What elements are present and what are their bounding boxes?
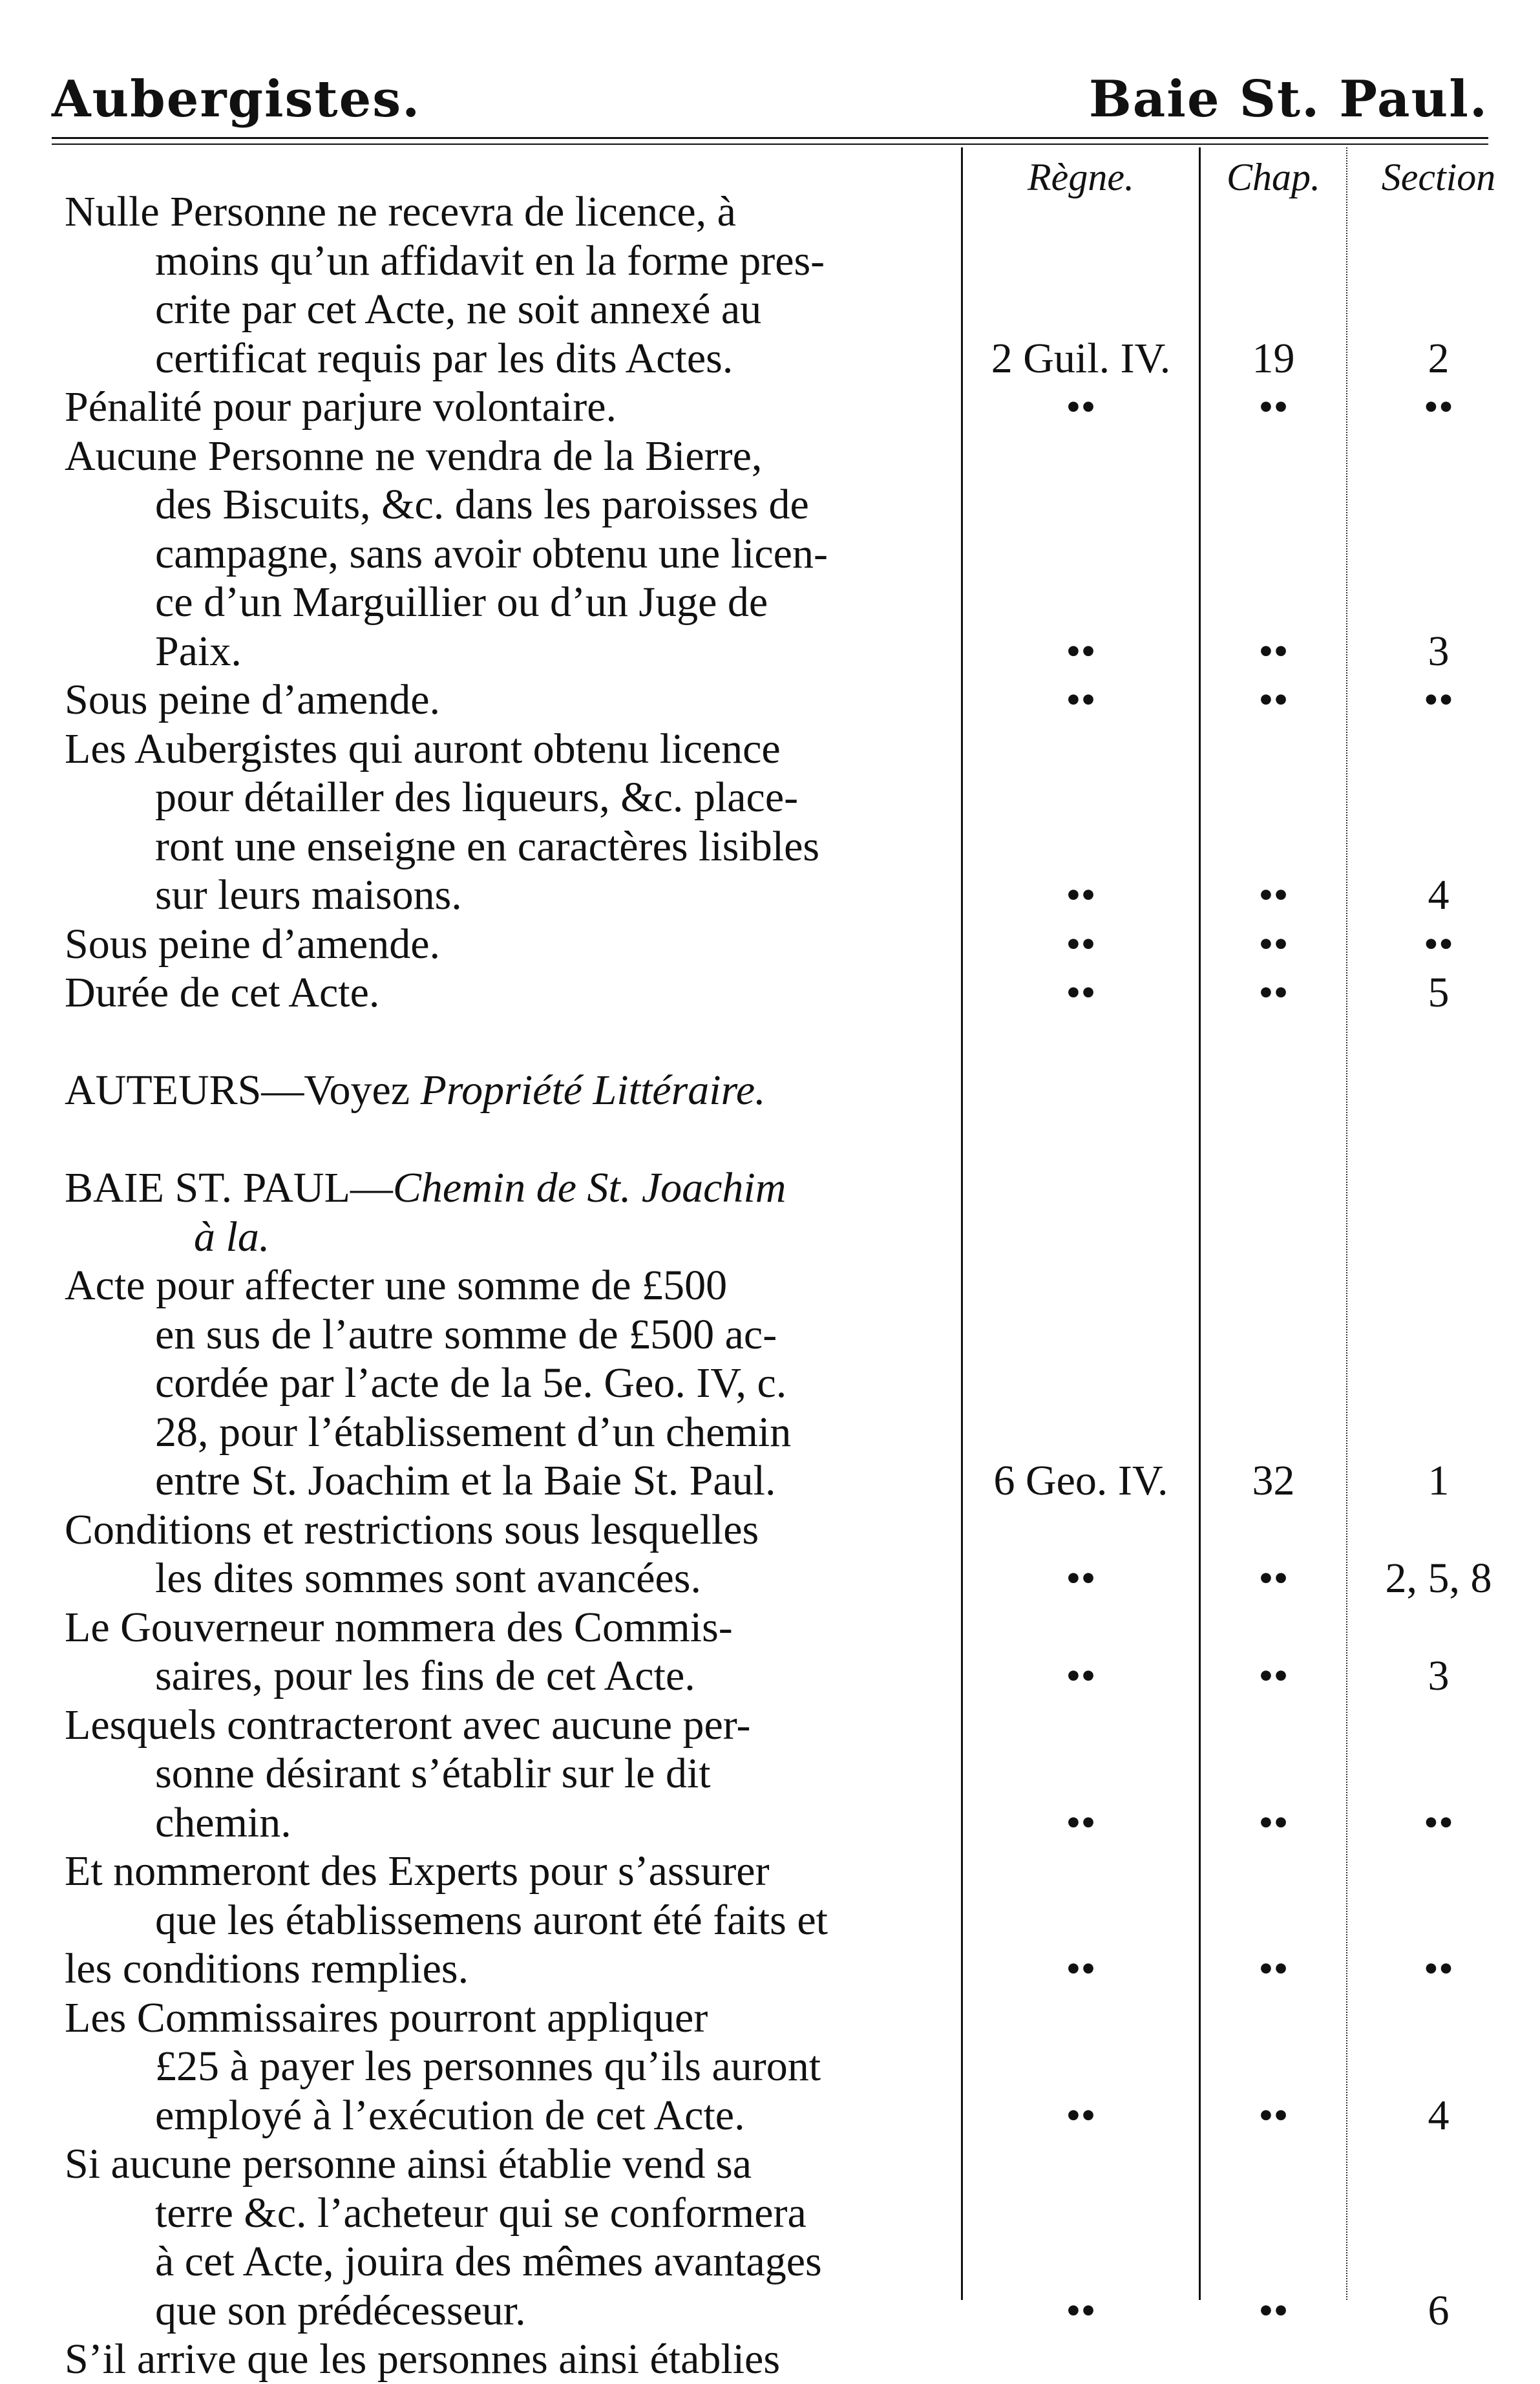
entry-line-text: sur leurs maisons.	[155, 871, 462, 919]
reference-chap: ••	[1258, 2286, 1289, 2334]
entry-line	[65, 725, 781, 774]
header-rule	[52, 137, 1488, 139]
reference-chap: 19	[1252, 334, 1295, 382]
entry-line	[155, 1310, 777, 1359]
entry-line-text: Conditions et restrictions sous lesquelles	[65, 1506, 759, 1553]
entry-line	[65, 1261, 727, 1310]
reference-chap: ••	[1258, 1652, 1289, 1699]
entry-line-text: les dites sommes sont avancées.	[155, 1555, 701, 1602]
entry-line-text: terre &c. l’acheteur qui se conformera	[155, 2189, 807, 2237]
reference-chap: ••	[1258, 1798, 1289, 1846]
entry-line-text: 28, pour l’établissement d’un chemin	[155, 1408, 792, 1456]
entry-line-text: certificat requis par les dits Actes.	[155, 334, 733, 382]
entry-line	[65, 1847, 770, 1896]
entry-line-text: saires, pour les fins de cet Acte.	[155, 1652, 695, 1699]
entry-line-text: Et nommeront des Experts pour s’assurer	[65, 1847, 770, 1895]
reference-chap: ••	[1258, 871, 1289, 919]
entry-line	[155, 2189, 807, 2238]
column-header-section: Section	[1381, 156, 1496, 198]
entry-line-text: Sous peine d’amende.	[65, 676, 441, 723]
entry-line-text: Durée de cet Acte.	[65, 969, 380, 1016]
reference-regne: ••	[1066, 920, 1096, 968]
entry-line-text: crite par cet Acte, ne soit annexé au	[155, 286, 762, 333]
reference-regne: ••	[1066, 627, 1096, 675]
entry-line-text: Paix.	[155, 627, 242, 675]
entry-line	[155, 480, 809, 529]
column-divider-section	[1346, 147, 1347, 2300]
entry-line-text: BAIE ST. PAUL—	[65, 1164, 393, 1211]
entry-line-text: Pénalité pour parjure volontaire.	[65, 383, 617, 431]
entry-line-text: ce d’un Marguillier ou d’un Juge de	[155, 579, 768, 626]
entry-line	[155, 1554, 701, 1603]
entry-line	[155, 2042, 821, 2091]
entry-line-text: Le Gouverneur nommera des Commis-	[65, 1603, 733, 1651]
entry-line	[155, 1456, 775, 1506]
entry-line-text: Nulle Personne ne recevra de licence, à	[65, 188, 736, 235]
reference-section: ••	[1423, 1945, 1454, 1992]
entry-line	[65, 1164, 786, 1213]
reference-section: ••	[1423, 383, 1454, 431]
entry-line-italic: Chemin de St. Joachim	[392, 1164, 786, 1211]
entry-line	[65, 1506, 759, 1555]
entry-line	[155, 1408, 791, 1457]
reference-regne: ••	[1066, 383, 1096, 431]
entry-line	[65, 432, 762, 481]
entry-line	[155, 773, 798, 822]
reference-regne: 6 Geo. IV.	[993, 1457, 1168, 1504]
entry-line	[65, 187, 736, 237]
entry-line	[65, 383, 617, 432]
entry-line-text: pour détailler des liqueurs, &c. place-	[155, 774, 799, 821]
entry-line-text: ront une enseigne en caractères lisibles	[155, 822, 820, 870]
entry-line	[155, 529, 828, 579]
running-head-left: Aubergistes.	[52, 70, 421, 129]
reference-chap: ••	[1258, 383, 1289, 431]
reference-regne: ••	[1066, 2286, 1096, 2334]
reference-section: 1	[1428, 1457, 1450, 1504]
entry-line-text: Si aucune personne ainsi établie vend sa	[65, 2140, 752, 2187]
entry-line	[155, 578, 768, 627]
reference-regne: ••	[1066, 871, 1096, 919]
column-header-chap: Chap.	[1226, 156, 1321, 198]
entry-line-text: campagne, sans avoir obtenu une licen-	[155, 529, 828, 577]
entry-line-text: Les Aubergistes qui auront obtenu licence	[65, 725, 781, 772]
entry-line-text: moins qu’un affidavit en la forme pres-	[155, 237, 825, 284]
entry-line-text: Aucune Personne ne vendra de la Bierre,	[65, 432, 763, 480]
reference-regne: ••	[1066, 1555, 1096, 1602]
reference-regne: ••	[1066, 1945, 1096, 1992]
entry-line	[155, 1798, 291, 1847]
entry-line	[155, 1359, 786, 1408]
entry-line-text: £25 à payer les personnes qu’ils auront	[155, 2043, 821, 2090]
entry-line-text: Acte pour affecter une somme de £500	[65, 1262, 728, 1309]
entry-line	[65, 2140, 752, 2189]
reference-section: 6	[1428, 2286, 1450, 2334]
entry-line-text: Les Commissaires pourront appliquer	[65, 1994, 708, 2041]
entry-line	[65, 2335, 780, 2384]
entry-line	[155, 2091, 745, 2140]
entry-line	[194, 1213, 269, 1262]
running-head-right: Baie St. Paul.	[1088, 70, 1488, 129]
reference-regne: ••	[1066, 1798, 1096, 1846]
entry-line	[155, 2237, 822, 2286]
reference-chap: ••	[1258, 920, 1289, 968]
reference-chap: 32	[1252, 1457, 1295, 1504]
entry-line-italic: Propriété Littéraire.	[420, 1067, 766, 1114]
entry-line	[65, 1066, 766, 1115]
entry-line	[155, 1749, 711, 1798]
entry-line-text: les conditions remplies.	[65, 1945, 469, 1992]
entry-line-text: à cet Acte, jouira des mêmes avantages	[155, 2238, 822, 2285]
entry-line-text: que son prédécesseur.	[155, 2286, 526, 2334]
reference-section: ••	[1423, 920, 1454, 968]
entry-line	[155, 334, 733, 383]
header-rule-thin	[52, 144, 1488, 145]
reference-chap: ••	[1258, 1945, 1289, 1992]
reference-section: 3	[1428, 627, 1450, 675]
column-header-regne: Règne.	[1028, 156, 1134, 198]
entry-line-text: que les établissemens auront été faits et	[155, 1896, 828, 1944]
reference-regne: ••	[1066, 2091, 1096, 2139]
reference-section: 3	[1428, 1652, 1450, 1699]
reference-section: 4	[1428, 2091, 1450, 2139]
entry-line-text: cordée par l’acte de la 5e. Geo. IV, c.	[155, 1359, 787, 1407]
reference-chap: ••	[1258, 627, 1289, 675]
reference-chap: ••	[1258, 2091, 1289, 2139]
entry-line-text: chemin.	[155, 1798, 291, 1846]
entry-line	[155, 1652, 695, 1701]
entry-line	[65, 1701, 750, 1750]
entry-line	[65, 920, 440, 969]
entry-line-text: Sous peine d’amende.	[65, 920, 441, 968]
entry-line	[155, 1896, 828, 1945]
reference-chap: ••	[1258, 676, 1289, 723]
entry-line	[155, 285, 761, 334]
reference-regne: ••	[1066, 969, 1096, 1016]
entry-line	[155, 2286, 526, 2336]
reference-section: ••	[1423, 676, 1454, 723]
entry-line	[155, 822, 819, 871]
reference-regne: ••	[1066, 676, 1096, 723]
entry-line	[65, 1944, 469, 1994]
entry-line	[65, 968, 379, 1017]
entry-line	[155, 237, 825, 286]
reference-section: 2, 5, 8	[1385, 1555, 1492, 1602]
entry-line-text: des Biscuits, &c. dans les paroisses de	[155, 481, 809, 528]
entry-line	[65, 1603, 733, 1652]
entry-line-italic: à la.	[194, 1213, 270, 1261]
entry-line	[155, 871, 462, 920]
entry-line-text: S’il arrive que les personnes ainsi établies	[65, 2336, 781, 2383]
reference-chap: ••	[1258, 969, 1289, 1016]
reference-regne: 2 Guil. IV.	[991, 334, 1171, 382]
entry-line	[155, 627, 242, 676]
reference-chap: ••	[1258, 1555, 1289, 1602]
entry-line-text: Lesquels contracteront avec aucune per-	[65, 1701, 751, 1749]
reference-regne: ••	[1066, 1652, 1096, 1699]
reference-section: 2	[1428, 334, 1450, 382]
reference-section: 5	[1428, 969, 1450, 1016]
entry-line-text: en sus de l’autre somme de £500 ac-	[155, 1310, 777, 1358]
reference-section: ••	[1423, 1798, 1454, 1846]
entry-line	[65, 1994, 708, 2043]
entry-line-text: sonne désirant s’établir sur le dit	[155, 1750, 711, 1797]
reference-section: 4	[1428, 871, 1450, 919]
entry-line	[65, 676, 440, 725]
entry-line-text: entre St. Joachim et la Baie St. Paul.	[155, 1457, 776, 1504]
entry-line-text: AUTEURS—Voyez	[65, 1067, 421, 1114]
entry-line-text: employé à l’exécution de cet Acte.	[155, 2091, 745, 2139]
